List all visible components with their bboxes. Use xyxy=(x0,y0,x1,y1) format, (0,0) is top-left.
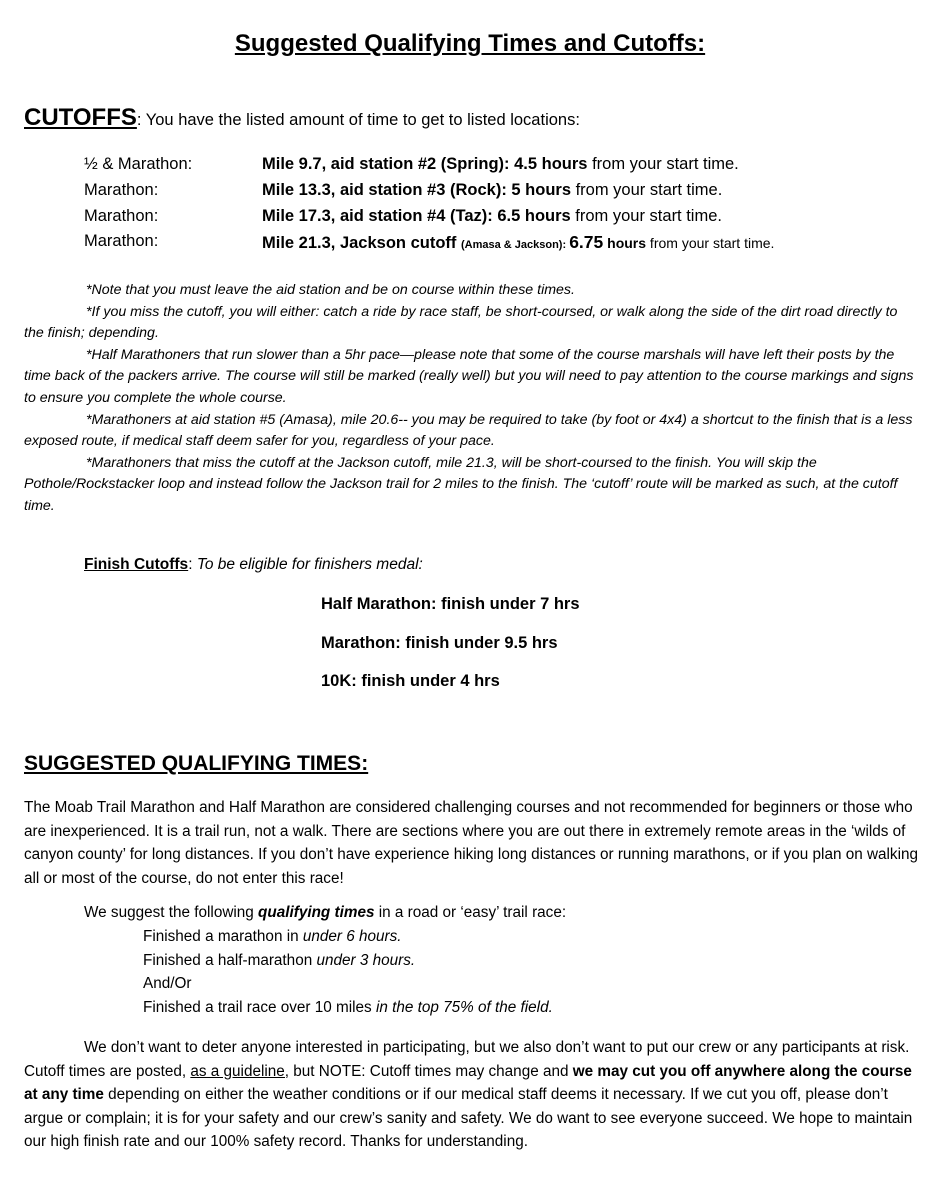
finish-cutoffs-heading: Finish Cutoffs: To be eligible for finishers medal: xyxy=(84,556,423,573)
finish-cutoff-item: 10K: finish under 4 hrs xyxy=(321,672,500,690)
cutoff-row: Mile 21.3, Jackson cutoff (Amasa & Jackson): 6.75 hours from your start time. xyxy=(262,232,775,252)
suggest-line: We suggest the following qualifying times in a road or ‘easy’ trail race: xyxy=(84,904,567,921)
cutoff-race: Marathon: xyxy=(84,181,159,199)
qualifying-intro: The Moab Trail Marathon and Half Marathon are considered challenging courses and not recommended for beginners or those who are inexperienced. It is a trail run, not a walk. There are sections where you are out there in extremely remote areas in the ‘wilds of canyon county’ for long distances. If you don’t have experience hiking long distances or running marathons, or if you plan on walking all or most of the course, do not enter this race! xyxy=(24,799,918,887)
finish-cutoff-item: Marathon: finish under 9.5 hrs xyxy=(321,634,558,652)
cutoff-race: Marathon: xyxy=(84,232,159,250)
note: *Note that you must leave the aid station and be on course within these times. xyxy=(86,282,575,298)
note: *If you miss the cutoff, you will either: catch a ride by race staff, be short-coursed, or walk along the side of the dirt road directly to the finish; depending. xyxy=(24,303,898,342)
note: *Marathoners at aid station #5 (Amasa), mile 20.6-- you may be required to take (by foot or 4x4) a shortcut to the finish that is a less exposed route, if medical staff deem safer for you, regardless of your pace. xyxy=(24,411,913,450)
qualifying-item: And/Or xyxy=(143,975,192,992)
page-title: Suggested Qualifying Times and Cutoffs: xyxy=(234,30,706,57)
cutoffs-label: CUTOFFS xyxy=(24,104,137,131)
note: *Half Marathoners that run slower than a 5hr pace—please note that some of the course marshals will have left their posts by the time back of the packers arrive. The course will still be marked (really well) but you will need to pay attention to the course markings and signs to ensure you complete the whole course. xyxy=(24,346,914,406)
qualifying-item: Finished a trail race over 10 miles in the top 75% of the field. xyxy=(143,999,553,1016)
cutoff-notes xyxy=(24,280,914,518)
cutoffs-heading xyxy=(24,104,580,132)
qualifying-heading: SUGGESTED QUALIFYING TIMES: xyxy=(24,752,369,775)
closing-paragraph: We don’t want to deter anyone interested in participating, but we also don’t want to put our crew or any participants at risk. Cutoff times are posted, as a guideline, but NOTE: Cutoff times may change and we may cut you off anywhere along the course at any time depending on either the weather conditions or if our medical staff deems it necessary. If we cut you off, please don’t argue or complain; it is for your safety and our crew’s sanity and safety. We do want to see everyone succeed. We hope to maintain our high finish rate and our 100% safety record. Thanks for understanding. xyxy=(24,1039,913,1151)
cutoff-race: Marathon: xyxy=(84,207,159,225)
qualifying-item: Finished a marathon in under 6 hours. xyxy=(143,928,402,945)
qualifying-item: Finished a half-marathon under 3 hours. xyxy=(143,952,416,969)
cutoff-row: Mile 17.3, aid station #4 (Taz): 6.5 hours from your start time. xyxy=(262,207,722,225)
finish-cutoff-item: Half Marathon: finish under 7 hrs xyxy=(321,595,580,613)
cutoff-race: ½ & Marathon: xyxy=(84,155,193,173)
cutoff-row: Mile 13.3, aid station #3 (Rock): 5 hours from your start time. xyxy=(262,181,723,199)
cutoffs-intro: : You have the listed amount of time to get to listed locations: xyxy=(136,111,580,129)
note: *Marathoners that miss the cutoff at the Jackson cutoff, mile 21.3, will be short-coursed to the finish. You will skip the Pothole/Rockstacker loop and instead follow the Jackson trail for 2 miles to the finish. The ‘cutoff’ route will be marked as such, at the cutoff time. xyxy=(24,454,898,514)
cutoff-row: Mile 9.7, aid station #2 (Spring): 4.5 hours from your start time. xyxy=(262,155,739,173)
